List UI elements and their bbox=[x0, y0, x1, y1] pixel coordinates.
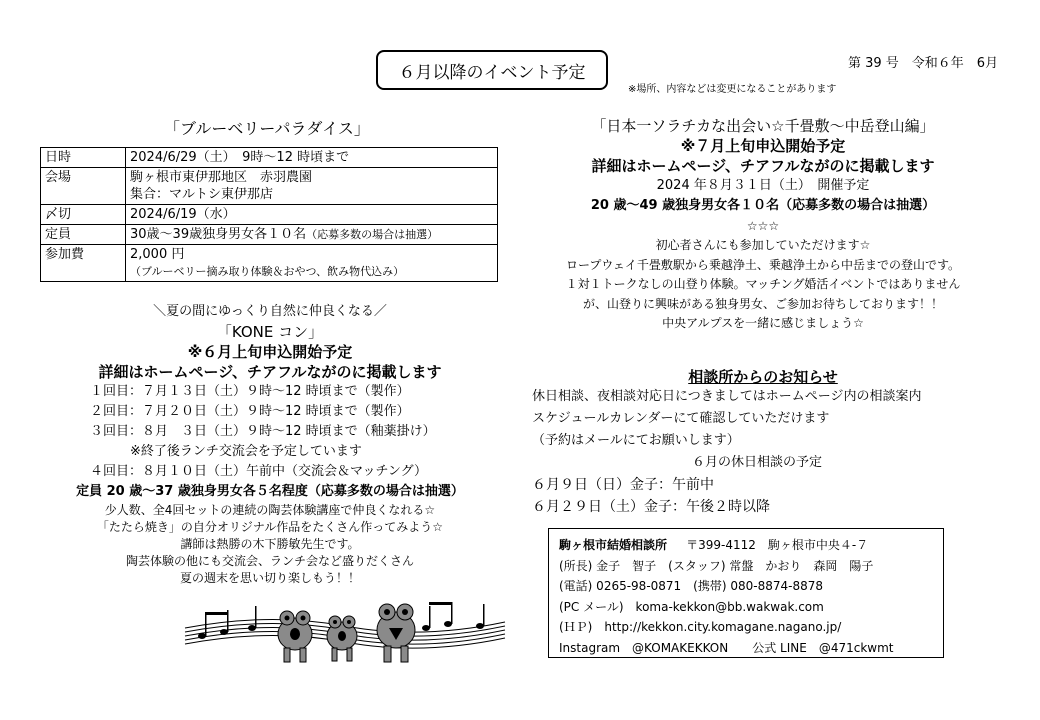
desc-line: １対１トークなしの山登り体験。マッチング婚活イベントではありません bbox=[565, 277, 961, 291]
phone-line: (電話) 0265-98-0871 (携帯) 080-8874-8878 bbox=[559, 579, 824, 593]
desc-line: 夏の週末を思い切り楽しもう！！ bbox=[179, 571, 360, 585]
capacity-sub: （応募多数の場合は抽選） bbox=[306, 228, 439, 241]
kone-announce-start: ※６月上旬申込開始予定 bbox=[187, 343, 353, 361]
hike-title: 「日本一ソラチカな出会い☆千畳敷～中岳登山編」 bbox=[591, 117, 935, 135]
page-title: ６月以降のイベント予定 bbox=[398, 62, 586, 83]
sns-line: Instagram @KOMAKEKKON 公式 LINE @471ckwmt bbox=[559, 640, 894, 655]
desc-line: 初心者さんにも参加していただけます☆ bbox=[655, 238, 871, 252]
fee-note: （ブルーベリー摘み取り体験＆おやつ、飲み物代込み） bbox=[130, 265, 405, 278]
desc-line: ロープウェイ千畳敷駅から乗越浄土、乗越浄土から中岳までの登山です。 bbox=[566, 257, 960, 272]
kone-desc bbox=[40, 502, 500, 587]
hike-section bbox=[532, 116, 994, 334]
venue-line: 駒ヶ根市東伊那地区 赤羽農園 bbox=[130, 170, 313, 185]
kone-session-list bbox=[40, 382, 500, 482]
table-row bbox=[41, 148, 498, 168]
capacity-main: 30歳～39歳独身男女各１０名 bbox=[130, 227, 307, 242]
email-line: (PC メール) koma-kekkon@bb.wakwak.com bbox=[559, 599, 824, 614]
frog-icon bbox=[327, 616, 357, 661]
row-key: 会場 bbox=[41, 168, 126, 205]
desc-line: 少人数、全4回セットの連続の陶芸体験講座で仲良くなれる☆ bbox=[104, 503, 436, 517]
desc-line: 講師は熱勝の木下勝敏先生です。 bbox=[180, 537, 360, 551]
table-row bbox=[41, 168, 498, 205]
row-key: 定員 bbox=[41, 225, 126, 245]
hike-stars: ☆☆☆ bbox=[746, 219, 780, 233]
change-notice: ※場所、内容などは変更になることがあります bbox=[628, 84, 837, 95]
desc-line: 「たたら焼き」の自分オリジナル作品をたくさん作ってみよう☆ bbox=[96, 520, 444, 534]
kone-catch: ＼夏の間にゆっくり自然に仲良くなる／ bbox=[153, 304, 387, 319]
staff-line: (所長) 金子 智子 (スタッフ) 常盤 かおり 森岡 陽子 bbox=[559, 558, 874, 573]
table-row bbox=[41, 205, 498, 225]
list-item: ２回目：７月２０日（土）９時～12 時頃まで（製作） bbox=[90, 404, 410, 419]
holiday-item: ６月２９日（土）金子：午後２時以降 bbox=[532, 499, 770, 515]
row-key: 〆切 bbox=[41, 205, 126, 225]
consult-line: （予約はメールにてお願いします） bbox=[532, 433, 740, 448]
blueberry-title: 「ブルーベリーパラダイス」 bbox=[164, 119, 370, 138]
consult-title: 相談所からのお知らせ bbox=[688, 368, 838, 386]
hike-capacity: 20 歳～49 歳独身男女各１０名（応募多数の場合は抽選） bbox=[590, 198, 936, 213]
table-row bbox=[41, 225, 498, 245]
row-value: 2024/6/29（土） 9時～12 時頃まで bbox=[126, 148, 498, 168]
office-name: 駒ヶ根市結婚相談所 bbox=[559, 538, 668, 552]
list-item: ※終了後ランチ交流会を予定しています bbox=[130, 444, 362, 459]
kone-announce-details: 詳細はホームページ、チアフルながのに掲載します bbox=[98, 363, 442, 381]
blueberry-info-table bbox=[40, 147, 498, 282]
office-address: 〒399-4112 駒ヶ根市中央４-７ bbox=[686, 538, 869, 552]
fee-line: 2,000 円 bbox=[130, 247, 185, 262]
row-value: 2024/6/19（水） bbox=[126, 205, 498, 225]
kone-title: 「KONE コン」 bbox=[216, 323, 324, 341]
consult-section bbox=[532, 386, 1002, 518]
desc-line: 陶芸体験の他にも交流会、ランチ会など盛りだくさん bbox=[125, 554, 414, 568]
contact-box bbox=[548, 528, 944, 658]
frog-icon bbox=[377, 604, 415, 662]
hike-announce-details: 詳細はホームページ、チアフルながのに掲載します bbox=[591, 157, 935, 175]
hike-announce-start: ※７月上旬申込開始予定 bbox=[680, 137, 846, 155]
row-value bbox=[126, 245, 498, 282]
kone-capacity: 定員 20 歳～37 歳独身男女各５名程度（応募多数の場合は抽選） bbox=[76, 484, 464, 499]
desc-line: 中央アルプスを一緒に感じましょう☆ bbox=[662, 316, 864, 330]
row-key: 日時 bbox=[41, 148, 126, 168]
holiday-item: ６月９日（日）金子：午前中 bbox=[532, 477, 714, 493]
list-item: ３回目：８月 ３日（土）９時～12 時頃まで（釉薬掛け） bbox=[90, 424, 436, 439]
meeting-line: 集合：マルトシ東伊那店 bbox=[130, 187, 274, 202]
contact-header bbox=[559, 535, 933, 556]
row-key: 参加費 bbox=[41, 245, 126, 282]
list-item: ４回目：８月１０日（土）午前中（交流会＆マッチング） bbox=[90, 464, 427, 479]
desc-line: が、山登りに興味がある独身男女、ご参加お待ちしております！！ bbox=[582, 296, 943, 311]
page-title-box bbox=[376, 50, 608, 90]
hike-desc bbox=[532, 236, 994, 334]
consult-line: スケジュールカレンダーにて確認していただけます bbox=[532, 411, 830, 426]
consult-line: 休日相談、夜相談対応日につきましてはホームページ内の相談案内 bbox=[532, 389, 922, 404]
homepage-line: (ＨＰ) http://kekkon.city.komagane.nagano.jp/ bbox=[559, 620, 842, 634]
hike-date: 2024 年８月３１日（土） 開催予定 bbox=[656, 178, 870, 193]
row-value bbox=[126, 168, 498, 205]
kone-section bbox=[40, 302, 500, 587]
row-value bbox=[126, 225, 498, 245]
list-item: １回目：７月１３日（土）９時～12 時頃まで（製作） bbox=[90, 384, 410, 399]
issue-number: 第 39 号 令和６年 6月 bbox=[848, 56, 999, 71]
holiday-title: ６月の休日相談の予定 bbox=[692, 455, 823, 470]
frog-icon bbox=[278, 611, 312, 662]
table-row bbox=[41, 245, 498, 282]
frog-chorus-illustration bbox=[180, 594, 510, 674]
